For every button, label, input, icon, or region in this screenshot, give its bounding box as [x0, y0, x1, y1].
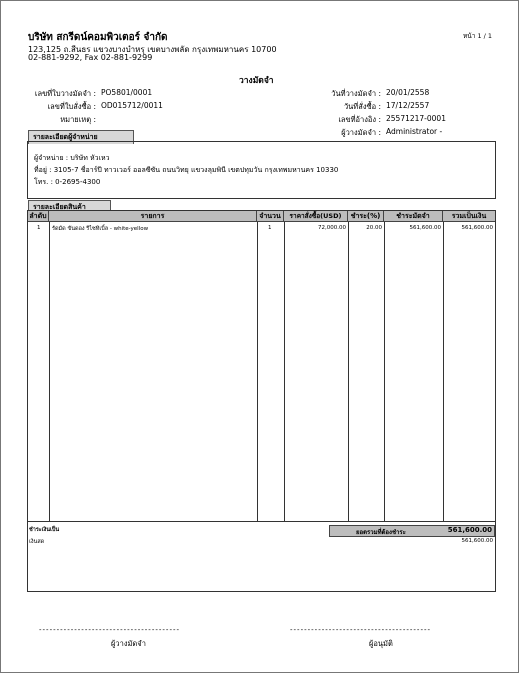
col-divider: [49, 222, 50, 521]
deposit-no-label: เลขที่ใบวางมัดจำ :: [34, 89, 96, 98]
grand-total-label: ยอดรวมที่ต้องชำระ: [356, 529, 406, 536]
depositor-label: ผู้วางมัดจำ :: [341, 128, 381, 137]
vendor-section-tab: รายละเอียดผู้จำหน่าย: [28, 130, 134, 144]
vendor-name: ผู้จำหน่าย : บริษัท หัวเหว: [34, 154, 110, 162]
signature-line-approver: ----------------------------------------: [290, 626, 432, 634]
company-name: บริษัท สกรีดน์คอมพิวเตอร์ จำกัด: [28, 32, 168, 43]
row-price: 72,000.00: [318, 225, 346, 231]
col-divider: [348, 222, 349, 521]
remark-label: หมายเหตุ :: [60, 115, 96, 124]
items-section-tab: รายละเอียดสินค้า: [28, 200, 111, 214]
col-divider: [284, 222, 285, 521]
reference-value: 25571217-0001: [386, 114, 446, 123]
deposit-date-value: 20/01/2558: [386, 88, 430, 97]
amount-words-label: ชำระเงินเป็น: [29, 527, 60, 533]
depositor-signature-label: ผู้วางมัดจำ: [111, 639, 146, 648]
grand-total-box: [329, 525, 495, 537]
approver-signature-label: ผู้อนุมัติ: [369, 639, 393, 648]
row-qty: 1: [268, 225, 272, 231]
company-phone: 02-881-9292, Fax 02-881-9299: [28, 53, 153, 62]
vendor-address: ที่อยู่ : 3105-7 ชื่อาร์ปี ทาวเวอร์ ออลซีซัน ถนนวิทยุ แขวงลุมพินี เขตปทุมวัน กรุงเทพมหานคร 10330: [34, 166, 339, 174]
col-header-total: รวมเป็นเงิน: [443, 211, 495, 222]
items-table: [27, 210, 496, 592]
cash-value: 561,600.00: [461, 538, 493, 544]
deposit-no-value: PO5801/0001: [101, 88, 153, 97]
signature-line-depositor: ----------------------------------------: [39, 626, 181, 634]
order-no-value: OD015712/0011: [101, 101, 163, 110]
row-total: 561,600.00: [461, 225, 493, 231]
depositor-value: Administrator -: [386, 127, 443, 136]
cash-label: เงินสด: [29, 539, 45, 545]
deposit-date-label: วันที่วางมัดจำ :: [331, 89, 381, 98]
company-address: 123,125 ถ.สีนธร แขวงบางบำหรุ เขตบางพลัด กรุงเทพมหานคร 10700: [28, 45, 277, 54]
grand-total-value: 561,600.00: [447, 526, 492, 534]
col-header-item: รายการ: [49, 211, 257, 222]
col-divider: [443, 222, 444, 521]
row-item: รัดมัด ขันดอง รีไซทิเบิ้ล - white-yellow: [52, 226, 149, 232]
col-header-no: ลำดับ: [28, 211, 49, 222]
reference-label: เลขที่อ้างอิง :: [338, 115, 381, 124]
col-divider: [384, 222, 385, 521]
col-header-pay-pct: ชำระ(%): [348, 211, 384, 222]
vendor-box: [27, 141, 496, 199]
row-no: 1: [37, 225, 41, 231]
order-date-value: 17/12/2557: [386, 101, 430, 110]
vendor-phone: โทร. : 0-2695-4300: [34, 178, 101, 186]
document-title: วางมัดจำ: [239, 76, 274, 86]
row-deposit: 561,600.00: [409, 225, 441, 231]
col-header-qty: จำนวน: [257, 211, 284, 222]
col-divider: [257, 222, 258, 521]
col-header-price: ราคาสั่งซื้อ(USD): [284, 211, 348, 222]
page-number: หน้า 1 / 1: [463, 32, 493, 40]
row-pay-pct: 20.00: [366, 225, 382, 231]
order-no-label: เลขที่ใบสั่งซื้อ :: [47, 102, 96, 111]
order-date-label: วันที่สั่งซื้อ :: [343, 102, 381, 111]
col-header-deposit: ชำระมัดจำ: [384, 211, 443, 222]
table-footer-divider: [28, 521, 495, 522]
